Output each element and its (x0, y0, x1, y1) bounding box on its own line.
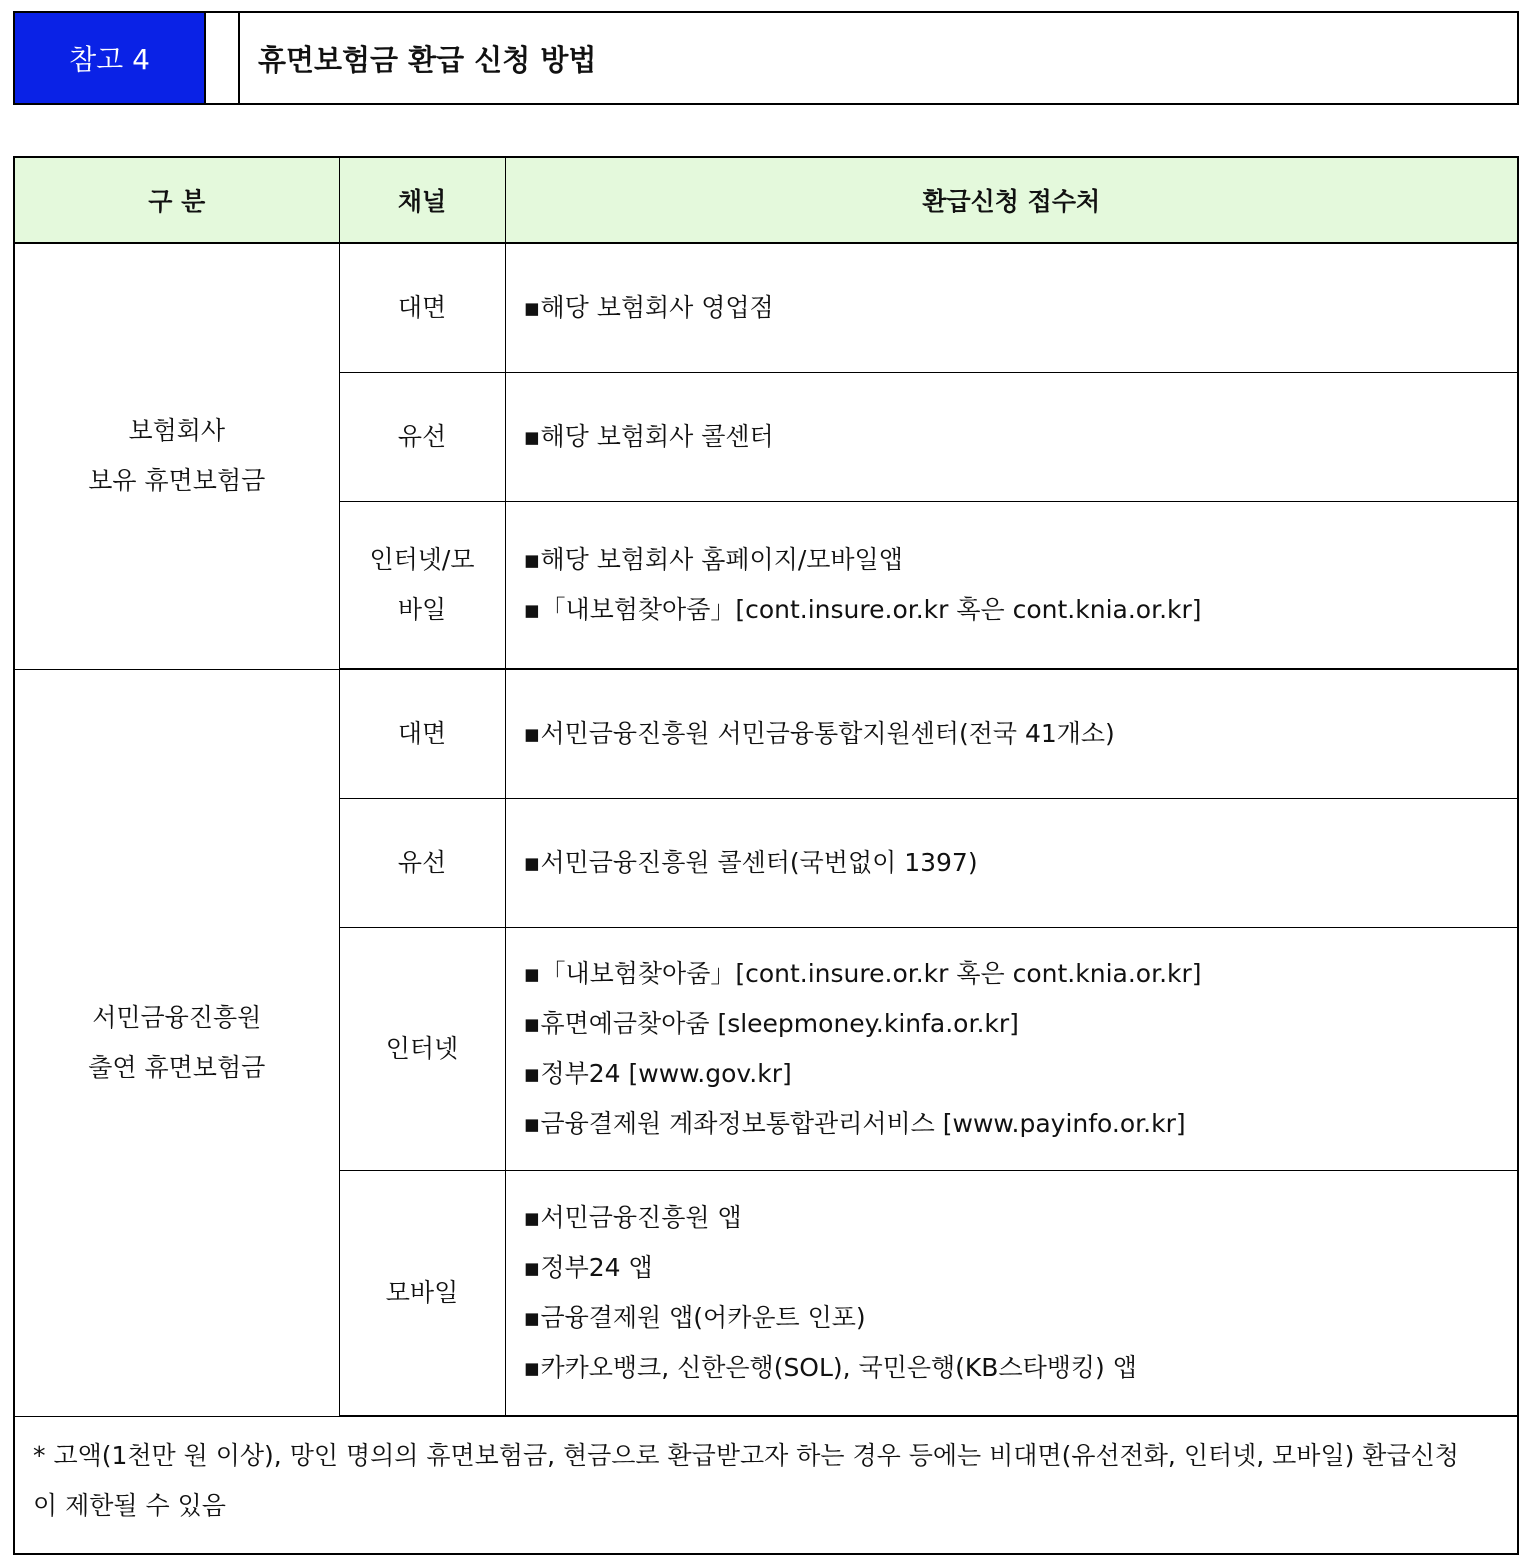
receiver-item: ▪정부24 앱 (523, 1253, 653, 1282)
footnote-line: 이 제한될 수 있음 (33, 1491, 226, 1520)
receiver-cell (505, 669, 1518, 799)
category-line: 보유 휴면보험금 (88, 466, 266, 496)
receiver-cell (505, 1171, 1518, 1417)
channel-cell (339, 1171, 505, 1417)
table-row (14, 669, 1518, 799)
channel-cell (339, 799, 505, 928)
category-line: 서민금융진흥원 (92, 1002, 262, 1032)
page-title: 휴면보험금 환급 신청 방법 (258, 42, 597, 77)
channel-cell (339, 373, 505, 502)
receiver-cell (505, 502, 1518, 670)
table-header-row (14, 157, 1518, 243)
channel-cell (339, 928, 505, 1171)
category-cell-kinfa (14, 669, 339, 1416)
receiver-item: ▪「내보험찾아줌」[cont.insure.or.kr 혹은 cont.knia.or.kr] (523, 595, 1202, 624)
channel-label: 유선 (397, 848, 447, 877)
receiver-item: ▪서민금융진흥원 서민금융통합지원센터(전국 41개소) (523, 719, 1115, 748)
receiver-item: ▪서민금융진흥원 앱 (523, 1203, 742, 1232)
footnote-line: * 고액(1천만 원 이상), 망인 명의의 휴면보험금, 현금으로 환급받고자 하는 경우 등에는 비대면(유선전화, 인터넷, 모바일) 환급신청 (33, 1441, 1459, 1470)
header-channel: 채널 (339, 157, 505, 243)
table-row (14, 243, 1518, 373)
header-category: 구 분 (14, 157, 339, 243)
channel-label: 유선 (397, 422, 447, 451)
header-spacer (204, 13, 240, 103)
receiver-item: ▪금융결제원 앱(어카운트 인포) (523, 1303, 866, 1332)
channel-cell (339, 669, 505, 799)
note-row (14, 1416, 1518, 1554)
channel-label: 인터넷/모 (369, 545, 475, 574)
receiver-item: ▪해당 보험회사 영업점 (523, 293, 774, 322)
reference-header (13, 11, 1519, 105)
channel-label: 바일 (397, 595, 447, 624)
category-cell-insurer (14, 243, 339, 669)
receiver-item: ▪해당 보험회사 콜센터 (523, 422, 774, 451)
channel-label: 인터넷 (385, 1034, 459, 1063)
channel-label: 모바일 (385, 1278, 459, 1307)
refund-method-table (13, 156, 1519, 1555)
receiver-cell (505, 799, 1518, 928)
receiver-cell (505, 928, 1518, 1171)
channel-label: 대면 (397, 719, 447, 748)
channel-label: 대면 (397, 293, 447, 322)
category-line: 보험회사 (128, 416, 226, 446)
receiver-item: ▪금융결제원 계좌정보통합관리서비스 [www.payinfo.or.kr] (523, 1109, 1186, 1138)
receiver-item: ▪정부24 [www.gov.kr] (523, 1059, 792, 1088)
channel-cell (339, 243, 505, 373)
header-receiver: 환급신청 접수처 (505, 157, 1518, 243)
category-line: 출연 휴면보험금 (88, 1052, 266, 1082)
receiver-item: ▪카카오뱅크, 신한은행(SOL), 국민은행(KB스타뱅킹) 앱 (523, 1353, 1137, 1382)
receiver-item: ▪「내보험찾아줌」[cont.insure.or.kr 혹은 cont.knia.or.kr] (523, 959, 1202, 988)
receiver-item: ▪휴면예금찾아줌 [sleepmoney.kinfa.or.kr] (523, 1009, 1019, 1038)
receiver-item: ▪서민금융진흥원 콜센터(국번없이 1397) (523, 848, 978, 877)
receiver-item: ▪해당 보험회사 홈페이지/모바일앱 (523, 545, 903, 574)
channel-cell (339, 502, 505, 670)
footnote (14, 1416, 1518, 1554)
receiver-cell (505, 373, 1518, 502)
receiver-cell (505, 243, 1518, 373)
reference-tag: 참고 4 (15, 13, 204, 103)
